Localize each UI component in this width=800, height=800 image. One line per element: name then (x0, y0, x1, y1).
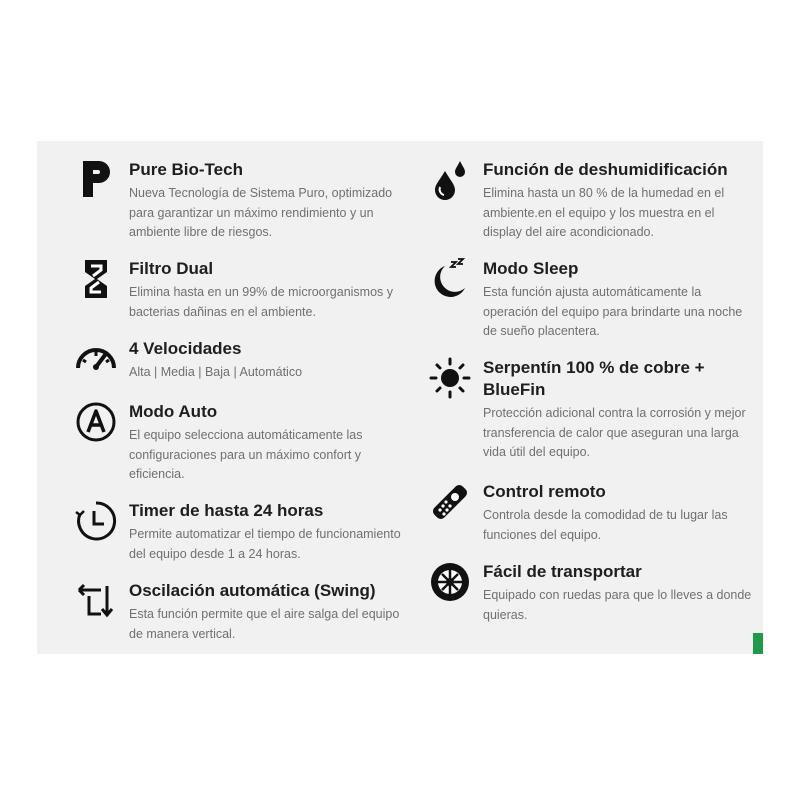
moon-sleep-icon (429, 258, 471, 300)
feature-description: Permite automatizar el tiempo de funcionamiento del equipo desde 1 a 24 horas. (129, 527, 401, 561)
water-drops-icon (429, 159, 471, 201)
feature-title: Serpentín 100 % de cobre + BlueFin (483, 358, 705, 399)
feature-description: Esta función ajusta automáticamente la operación del equipo para brindarte una noche de sueño placentera. (483, 285, 743, 338)
swing-icon (75, 580, 117, 622)
feature-description: Nueva Tecnología de Sistema Puro, optimizado para garantizar un máximo rendimiento y un ambiente libre de riesgos. (129, 186, 393, 239)
feature-title: Timer de hasta 24 horas (129, 501, 324, 520)
feature-description: Controla desde la comodidad de tu lugar las funciones del equipo. (483, 508, 728, 542)
feature-title: Modo Sleep (483, 259, 579, 278)
pure-biotech-icon (75, 159, 117, 201)
feature-title: Oscilación automática (Swing) (129, 581, 376, 600)
timer-icon (75, 500, 117, 542)
feature-title: Función de deshumidificación (483, 160, 728, 179)
scroll-to-top-tab[interactable] (753, 633, 763, 654)
feature-description: Esta función permite que el aire salga del equipo de manera vertical. (129, 607, 400, 641)
feature-title: 4 Velocidades (129, 339, 242, 358)
feature-title: Filtro Dual (129, 259, 214, 278)
feature-description: Elimina hasta un 80 % de la humedad en el ambiente.en el equipo y los muestra en el display del aire acondicionado. (483, 186, 725, 239)
feature-title: Modo Auto (129, 402, 218, 421)
remote-control-icon (429, 481, 471, 523)
feature-title: Pure Bio-Tech (129, 160, 243, 179)
feature-description: Protección adicional contra la corrosión y mejor transferencia de calor que aseguran una larga vida útil del equipo. (483, 406, 746, 459)
feature-title: Control remoto (483, 482, 606, 501)
speedometer-icon (75, 338, 117, 380)
feature-description: El equipo selecciona automáticamente las configuraciones para un máximo confort y eficiencia. (129, 428, 363, 481)
dual-filter-icon (75, 258, 117, 300)
feature-description: Elimina hasta en un 99% de microorganismos y bacterias dañinas en el ambiente. (129, 285, 394, 319)
feature-title: Fácil de transportar (483, 562, 642, 581)
sun-coil-icon (429, 357, 471, 399)
auto-mode-icon (75, 401, 117, 443)
wheel-icon (429, 561, 471, 603)
feature-description: Equipado con ruedas para que lo lleves a donde quieras. (483, 588, 752, 622)
feature-description: Alta | Media | Baja | Automático (129, 365, 303, 379)
